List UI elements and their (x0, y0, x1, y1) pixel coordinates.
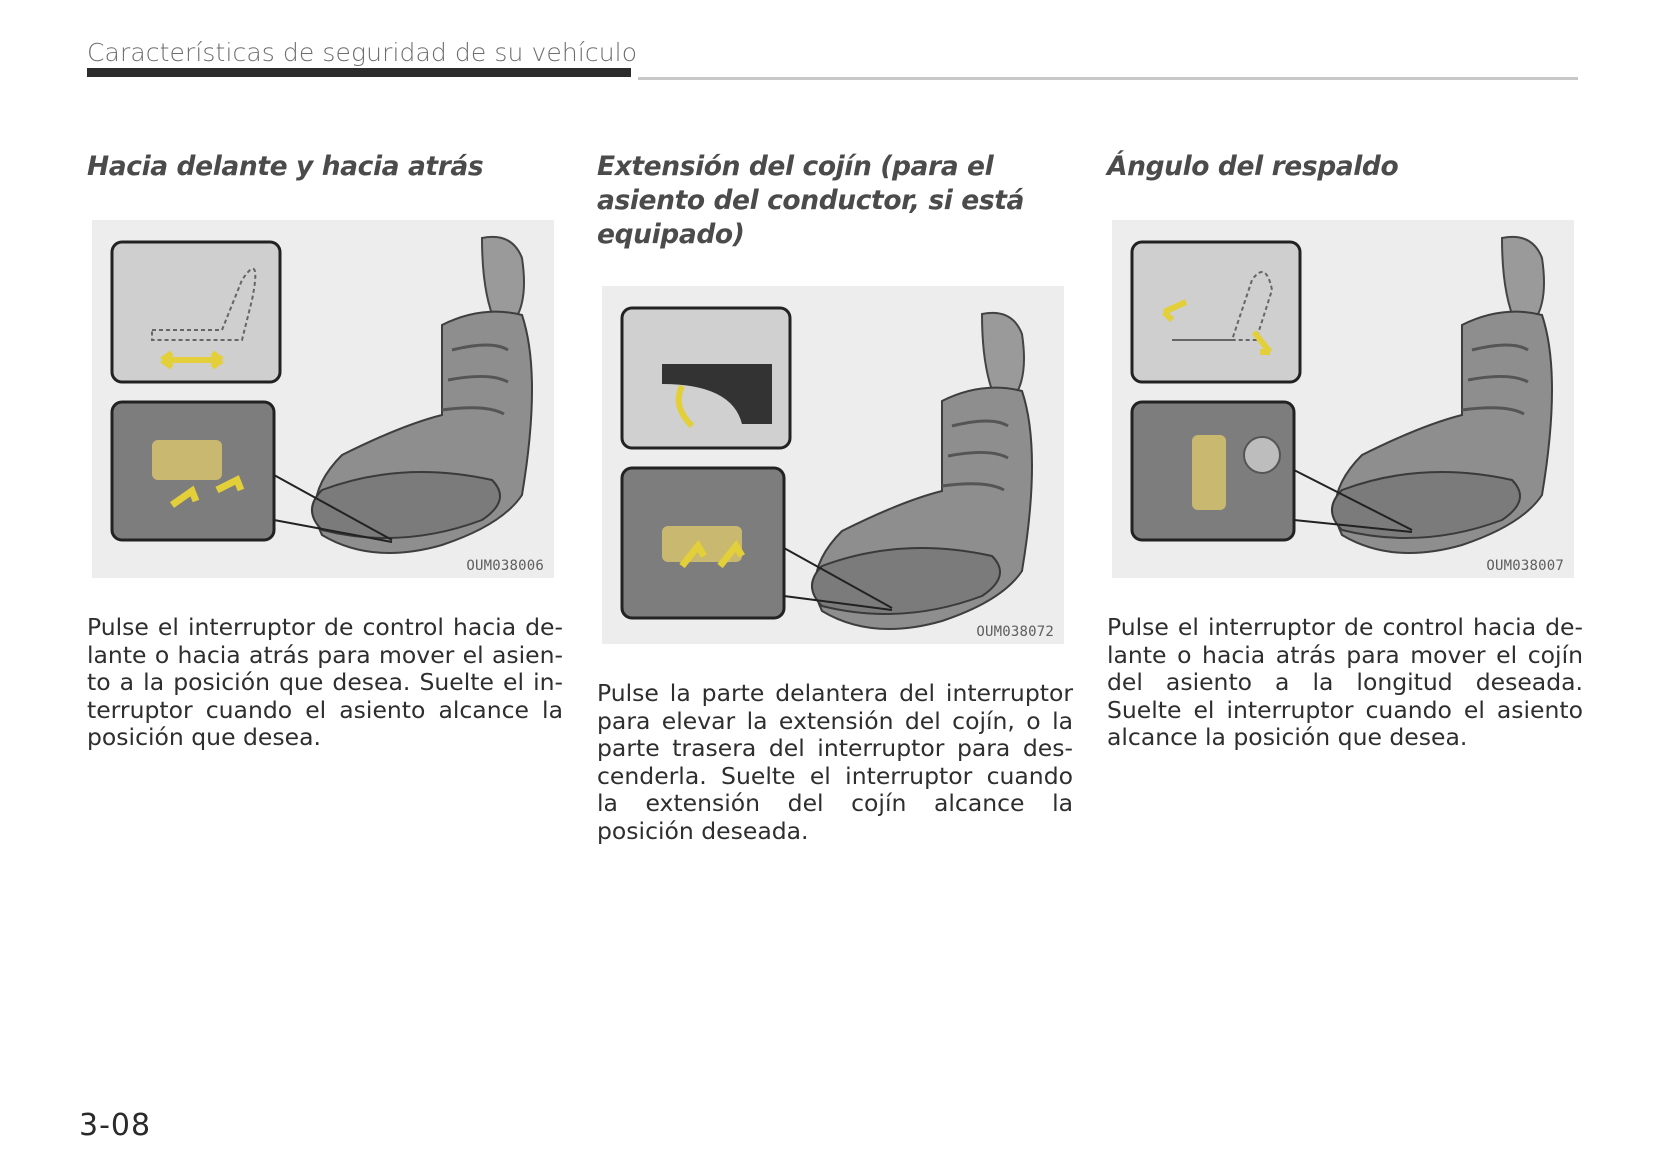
running-header: Características de seguridad de su vehículo (87, 38, 638, 67)
header-rule-dark (87, 68, 631, 77)
seat-illustration-backrest-angle (1112, 220, 1574, 578)
inset-bottom (622, 468, 784, 618)
inset-bottom (112, 402, 274, 540)
section-body: Pulse el interruptor de control hacia de-lante o hacia atrás para mover el cojín del asiento a la longitud deseada. Suelte el interruptor cuando el asiento alcance la posición que desea. (1107, 613, 1583, 751)
section-body: Pulse el interruptor de control hacia de-lante o hacia atrás para mover el asien-to a la posición que desea. Suelte el in-terruptor cuando el asiento alcance la posición que desea. (87, 613, 563, 751)
section-cushion-extension (597, 150, 1073, 845)
inset-top (622, 308, 790, 448)
inset-top (1132, 242, 1300, 382)
section-heading: Extensión del cojín (para el asiento del conductor, si está equipado) (597, 151, 1024, 250)
figure-code: OUM038007 (1486, 558, 1564, 574)
section-heading: Ángulo del respaldo (1107, 151, 1399, 182)
figure-code: OUM038072 (976, 624, 1054, 640)
section-forward-backward (87, 150, 563, 752)
section-body: Pulse la parte delantera del interruptor para elevar la extensión del cojín, o la parte trasera del interruptor para des-cenderla. Suelte el interruptor cuando la extensión del cojín alcance la posición deseada. (597, 679, 1073, 845)
seat-icon (312, 237, 532, 553)
inset-top (112, 242, 280, 382)
seat-illustration-forward-backward (92, 220, 554, 578)
section-backrest-angle (1107, 150, 1583, 752)
figure-code: OUM038006 (466, 558, 544, 574)
page-number: 3-08 (79, 1108, 152, 1143)
seat-illustration-cushion-extension (602, 286, 1064, 644)
section-heading: Hacia delante y hacia atrás (87, 151, 484, 182)
inset-bottom (1132, 402, 1294, 540)
header-rule-light (638, 77, 1578, 80)
